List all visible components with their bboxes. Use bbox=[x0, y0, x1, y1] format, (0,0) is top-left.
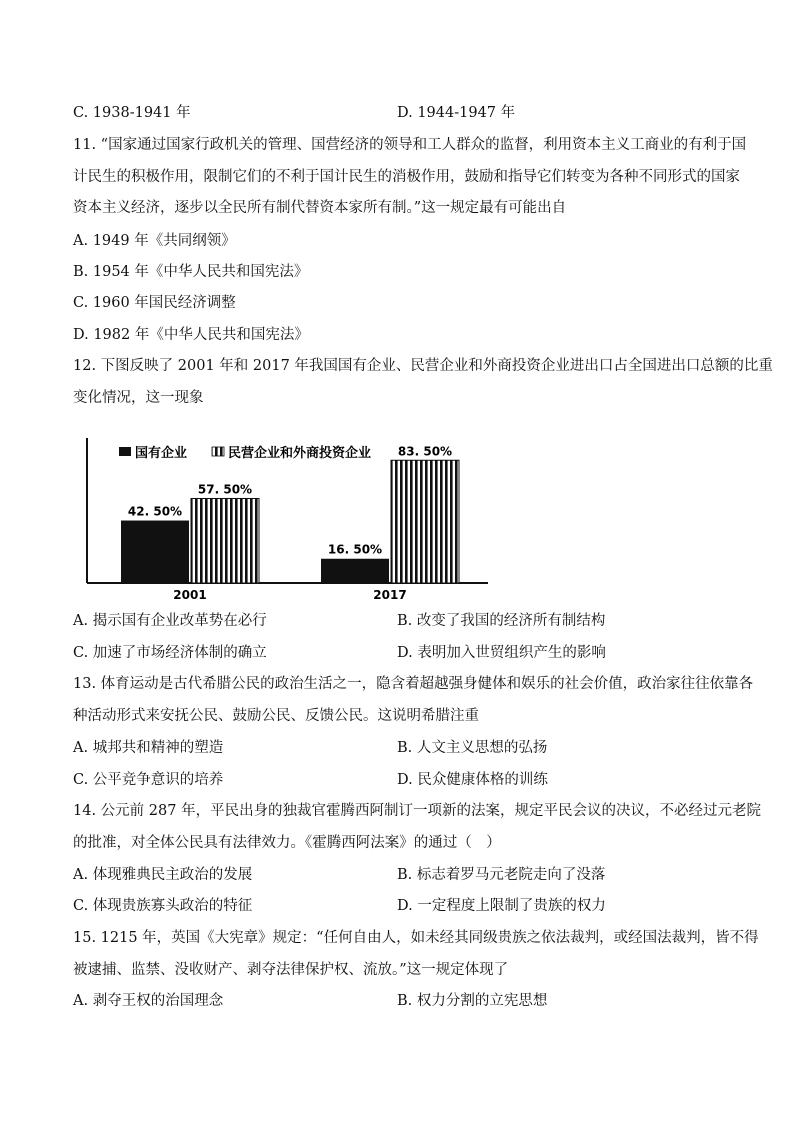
bar-2017-series-1 bbox=[391, 460, 459, 583]
x-tick-label-2001: 2001 bbox=[173, 588, 207, 602]
q13-option-a: A. 城邦共和精神的塑造 bbox=[73, 740, 224, 756]
q11-option-a: A. 1949 年《共同纲领》 bbox=[73, 233, 236, 249]
q13-option-b: B. 人文主义思想的弘扬 bbox=[397, 740, 548, 756]
q13-option-d: D. 民众健康体格的训练 bbox=[397, 772, 548, 788]
q12-stem-line-2: 变化情况，这一现象 bbox=[73, 390, 204, 406]
bar-2001-series-1 bbox=[191, 498, 259, 583]
q10-option-c: C. 1938-1941 年 bbox=[73, 105, 191, 121]
q14-option-a: A. 体现雅典民主政治的发展 bbox=[73, 867, 253, 883]
q14-stem-line-2: 的批准，对全体公民具有法律效力。《霍腾西阿法案》的通过（ ） bbox=[73, 835, 501, 851]
q15-stem-line-1: 15. 1215 年，英国《大宪章》规定：“任何自由人，如未经其同级贵族之依法裁判，或经国法裁判，皆不得 bbox=[73, 930, 759, 946]
legend-label-state: 国有企业 bbox=[135, 446, 188, 461]
q12-option-d: D. 表明加入世贸组织产生的影响 bbox=[397, 645, 606, 661]
q14-option-b: B. 标志着罗马元老院走向了没落 bbox=[397, 867, 606, 883]
bar-2017-series-0 bbox=[321, 559, 389, 583]
q12-stem-line-1: 12. 下图反映了 2001 年和 2017 年我国国有企业、民营企业和外商投资企业进出口占全国进出口总额的比重 bbox=[73, 358, 773, 374]
q13-stem-line-1: 13. 体育运动是古代希腊公民的政治生活之一，隐含着超越强身健体和娱乐的社会价值，政治家往往依靠各 bbox=[73, 676, 754, 692]
q14-option-d: D. 一定程度上限制了贵族的权力 bbox=[397, 898, 606, 914]
bar-2001-series-0 bbox=[121, 521, 189, 583]
q11-option-d: D. 1982 年《中华人民共和国宪法》 bbox=[73, 327, 309, 343]
bar-chart bbox=[85, 432, 505, 607]
q12-option-c: C. 加速了市场经济体制的确立 bbox=[73, 645, 267, 661]
q13-stem-line-2: 种活动形式来安抚公民、鼓励公民、反馈公民。这说明希腊注重 bbox=[73, 708, 479, 724]
q14-stem-line-1: 14. 公元前 287 年，平民出身的独裁官霍腾西阿制订一项新的法案，规定平民会议的决议，不必经过元老院 bbox=[73, 803, 762, 819]
legend-label-private: 民营企业和外商投资企业 bbox=[228, 446, 372, 461]
legend-swatch-state bbox=[119, 447, 131, 456]
q15-option-b: B. 权力分割的立宪思想 bbox=[397, 993, 548, 1009]
q14-option-c: C. 体现贵族寡头政治的特征 bbox=[73, 898, 253, 914]
q11-stem-line-3: 资本主义经济，逐步以全民所有制代替资本家所有制。”这一规定最有可能出自 bbox=[73, 200, 567, 216]
q11-stem-line-2: 计民生的积极作用，限制它们的不利于国计民生的消极作用，鼓励和指导它们转变为各种不同形式的国家 bbox=[73, 169, 740, 185]
data-label-2017-series-1: 83. 50% bbox=[397, 444, 453, 459]
q10-option-d: D. 1944-1947 年 bbox=[397, 105, 516, 121]
q12-option-b: B. 改变了我国的经济所有制结构 bbox=[397, 613, 606, 629]
q15-stem-line-2: 被逮捕、监禁、没收财产、剥夺法律保护权、流放。”这一规定体现了 bbox=[73, 962, 509, 978]
q12-option-a: A. 揭示国有企业改革势在必行 bbox=[73, 613, 267, 629]
legend-swatch-private bbox=[212, 447, 224, 456]
x-tick-label-2017: 2017 bbox=[373, 588, 407, 602]
q15-option-a: A. 剥夺王权的治国理念 bbox=[73, 993, 224, 1009]
q13-option-c: C. 公平竞争意识的培养 bbox=[73, 772, 224, 788]
data-label-2017-series-0: 16. 50% bbox=[327, 542, 383, 557]
q11-option-b: B. 1954 年《中华人民共和国宪法》 bbox=[73, 264, 309, 280]
data-label-2001-series-1: 57. 50% bbox=[197, 482, 253, 497]
data-label-2001-series-0: 42. 50% bbox=[127, 504, 183, 519]
q11-option-c: C. 1960 年国民经济调整 bbox=[73, 295, 236, 311]
q11-stem-line-1: 11. “国家通过国家行政机关的管理、国营经济的领导和工人群众的监督，利用资本主义工商业的有利于国 bbox=[73, 137, 747, 153]
